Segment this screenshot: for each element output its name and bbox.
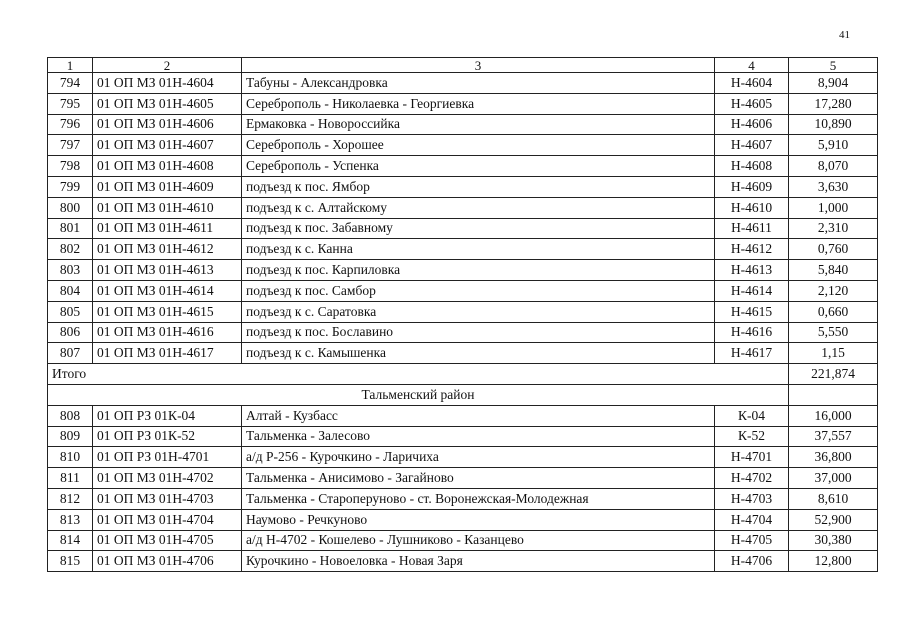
road-length-cell: 5,550	[789, 322, 878, 343]
table-row	[48, 114, 878, 135]
road-length-cell: 16,000	[789, 405, 878, 426]
road-name-cell: Наумово - Речкуново	[242, 509, 715, 530]
road-length-cell: 1,15	[789, 343, 878, 364]
road-code-cell: Н-4614	[715, 280, 789, 301]
road-code-cell: Н-4704	[715, 509, 789, 530]
table-row	[48, 260, 878, 281]
road-id-cell: 01 ОП РЗ 01К-04	[93, 405, 242, 426]
road-registry-table	[47, 57, 878, 572]
road-name-cell: а/д Н-4702 - Кошелево - Лушниково - Казанцево	[242, 530, 715, 551]
road-id-cell: 01 ОП МЗ 01Н-4607	[93, 135, 242, 156]
row-number-cell: 799	[48, 176, 93, 197]
road-length-cell: 30,380	[789, 530, 878, 551]
column-header-2: 2	[93, 58, 242, 73]
road-length-cell: 17,280	[789, 93, 878, 114]
table-row	[48, 197, 878, 218]
road-name-cell: Табуны - Александровка	[242, 73, 715, 94]
total-section	[48, 364, 878, 406]
road-name-cell: а/д Р-256 - Курочкино - Ларичиха	[242, 447, 715, 468]
road-length-cell: 5,910	[789, 135, 878, 156]
table-row	[48, 73, 878, 94]
road-id-cell: 01 ОП МЗ 01Н-4604	[93, 73, 242, 94]
total-row	[48, 364, 878, 385]
road-id-cell: 01 ОП МЗ 01Н-4606	[93, 114, 242, 135]
road-name-cell: подъезд к с. Саратовка	[242, 301, 715, 322]
table-row	[48, 156, 878, 177]
road-id-cell: 01 ОП МЗ 01Н-4617	[93, 343, 242, 364]
road-code-cell: Н-4605	[715, 93, 789, 114]
road-id-cell: 01 ОП МЗ 01Н-4704	[93, 509, 242, 530]
table-row	[48, 93, 878, 114]
road-length-cell: 8,070	[789, 156, 878, 177]
road-code-cell: Н-4701	[715, 447, 789, 468]
column-header-4: 4	[715, 58, 789, 73]
row-number-cell: 795	[48, 93, 93, 114]
row-number-cell: 801	[48, 218, 93, 239]
road-id-cell: 01 ОП МЗ 01Н-4609	[93, 176, 242, 197]
table-row	[48, 447, 878, 468]
row-number-cell: 811	[48, 468, 93, 489]
road-length-cell: 52,900	[789, 509, 878, 530]
row-number-cell: 806	[48, 322, 93, 343]
road-name-cell: подъезд к пос. Ямбор	[242, 176, 715, 197]
row-number-cell: 812	[48, 488, 93, 509]
district-row	[48, 384, 878, 405]
row-number-cell: 804	[48, 280, 93, 301]
table-row	[48, 405, 878, 426]
section-2-body	[48, 405, 878, 571]
road-code-cell: Н-4606	[715, 114, 789, 135]
road-code-cell: Н-4617	[715, 343, 789, 364]
road-id-cell: 01 ОП РЗ 01Н-4701	[93, 447, 242, 468]
road-length-cell: 0,660	[789, 301, 878, 322]
road-length-cell: 36,800	[789, 447, 878, 468]
road-code-cell: Н-4607	[715, 135, 789, 156]
road-length-cell: 2,310	[789, 218, 878, 239]
road-length-cell: 2,120	[789, 280, 878, 301]
header-row	[48, 58, 878, 73]
road-code-cell: Н-4703	[715, 488, 789, 509]
road-name-cell: Ермаковка - Новороссийка	[242, 114, 715, 135]
road-length-cell: 3,630	[789, 176, 878, 197]
row-number-cell: 809	[48, 426, 93, 447]
row-number-cell: 810	[48, 447, 93, 468]
road-id-cell: 01 ОП МЗ 01Н-4610	[93, 197, 242, 218]
table-row	[48, 239, 878, 260]
road-code-cell: Н-4705	[715, 530, 789, 551]
road-length-cell: 1,000	[789, 197, 878, 218]
road-id-cell: 01 ОП МЗ 01Н-4608	[93, 156, 242, 177]
road-id-cell: 01 ОП МЗ 01Н-4611	[93, 218, 242, 239]
table-row	[48, 468, 878, 489]
row-number-cell: 814	[48, 530, 93, 551]
row-number-cell: 794	[48, 73, 93, 94]
table-row	[48, 176, 878, 197]
road-code-cell: Н-4609	[715, 176, 789, 197]
road-name-cell: Курочкино - Новоеловка - Новая Заря	[242, 551, 715, 572]
row-number-cell: 805	[48, 301, 93, 322]
row-number-cell: 802	[48, 239, 93, 260]
road-id-cell: 01 ОП МЗ 01Н-4612	[93, 239, 242, 260]
road-code-cell: Н-4702	[715, 468, 789, 489]
row-number-cell: 803	[48, 260, 93, 281]
road-name-cell: подъезд к с. Алтайскому	[242, 197, 715, 218]
column-header-1: 1	[48, 58, 93, 73]
road-id-cell: 01 ОП МЗ 01Н-4706	[93, 551, 242, 572]
road-length-cell: 5,840	[789, 260, 878, 281]
column-header-3: 3	[242, 58, 715, 73]
table-row	[48, 218, 878, 239]
table-row	[48, 135, 878, 156]
road-name-cell: подъезд к с. Канна	[242, 239, 715, 260]
road-id-cell: 01 ОП МЗ 01Н-4702	[93, 468, 242, 489]
table-row	[48, 343, 878, 364]
road-length-cell: 37,000	[789, 468, 878, 489]
road-code-cell: Н-4608	[715, 156, 789, 177]
section-1-body	[48, 73, 878, 364]
total-label: Итого	[48, 364, 789, 385]
road-name-cell: подъезд к пос. Карпиловка	[242, 260, 715, 281]
page-number: 41	[839, 29, 850, 41]
road-code-cell: Н-4612	[715, 239, 789, 260]
road-id-cell: 01 ОП РЗ 01К-52	[93, 426, 242, 447]
district-heading: Тальменский район	[48, 384, 789, 405]
road-code-cell: Н-4613	[715, 260, 789, 281]
road-id-cell: 01 ОП МЗ 01Н-4703	[93, 488, 242, 509]
road-name-cell: подъезд к пос. Забавному	[242, 218, 715, 239]
road-name-cell: Сереброполь - Успенка	[242, 156, 715, 177]
road-id-cell: 01 ОП МЗ 01Н-4613	[93, 260, 242, 281]
road-name-cell: Сереброполь - Николаевка - Георгиевка	[242, 93, 715, 114]
table-row	[48, 530, 878, 551]
row-number-cell: 800	[48, 197, 93, 218]
road-name-cell: Алтай - Кузбасс	[242, 405, 715, 426]
road-name-cell: подъезд к пос. Самбор	[242, 280, 715, 301]
table-row	[48, 426, 878, 447]
road-id-cell: 01 ОП МЗ 01Н-4605	[93, 93, 242, 114]
total-value: 221,874	[789, 364, 878, 385]
road-id-cell: 01 ОП МЗ 01Н-4616	[93, 322, 242, 343]
road-length-cell: 8,610	[789, 488, 878, 509]
road-name-cell: Тальменка - Староперуново - ст. Воронежская-Молодежная	[242, 488, 715, 509]
row-number-cell: 813	[48, 509, 93, 530]
row-number-cell: 796	[48, 114, 93, 135]
row-number-cell: 797	[48, 135, 93, 156]
road-name-cell: Сереброполь - Хорошее	[242, 135, 715, 156]
table-row	[48, 488, 878, 509]
road-name-cell: подъезд к пос. Бославино	[242, 322, 715, 343]
column-header-5: 5	[789, 58, 878, 73]
table-row	[48, 301, 878, 322]
road-code-cell: Н-4611	[715, 218, 789, 239]
road-length-cell: 0,760	[789, 239, 878, 260]
road-id-cell: 01 ОП МЗ 01Н-4705	[93, 530, 242, 551]
row-number-cell: 798	[48, 156, 93, 177]
road-id-cell: 01 ОП МЗ 01Н-4614	[93, 280, 242, 301]
road-name-cell: подъезд к с. Камышенка	[242, 343, 715, 364]
road-length-cell: 8,904	[789, 73, 878, 94]
table-row	[48, 322, 878, 343]
row-number-cell: 808	[48, 405, 93, 426]
road-code-cell: Н-4706	[715, 551, 789, 572]
row-number-cell: 815	[48, 551, 93, 572]
road-code-cell: Н-4610	[715, 197, 789, 218]
road-length-cell: 37,557	[789, 426, 878, 447]
road-id-cell: 01 ОП МЗ 01Н-4615	[93, 301, 242, 322]
table-row	[48, 551, 878, 572]
district-empty-cell	[789, 384, 878, 405]
table-header	[48, 58, 878, 73]
road-name-cell: Тальменка - Залесово	[242, 426, 715, 447]
road-code-cell: К-52	[715, 426, 789, 447]
row-number-cell: 807	[48, 343, 93, 364]
road-name-cell: Тальменка - Анисимово - Загайново	[242, 468, 715, 489]
road-code-cell: К-04	[715, 405, 789, 426]
road-code-cell: Н-4616	[715, 322, 789, 343]
road-code-cell: Н-4604	[715, 73, 789, 94]
table-row	[48, 509, 878, 530]
road-length-cell: 12,800	[789, 551, 878, 572]
road-code-cell: Н-4615	[715, 301, 789, 322]
road-length-cell: 10,890	[789, 114, 878, 135]
table-row	[48, 280, 878, 301]
